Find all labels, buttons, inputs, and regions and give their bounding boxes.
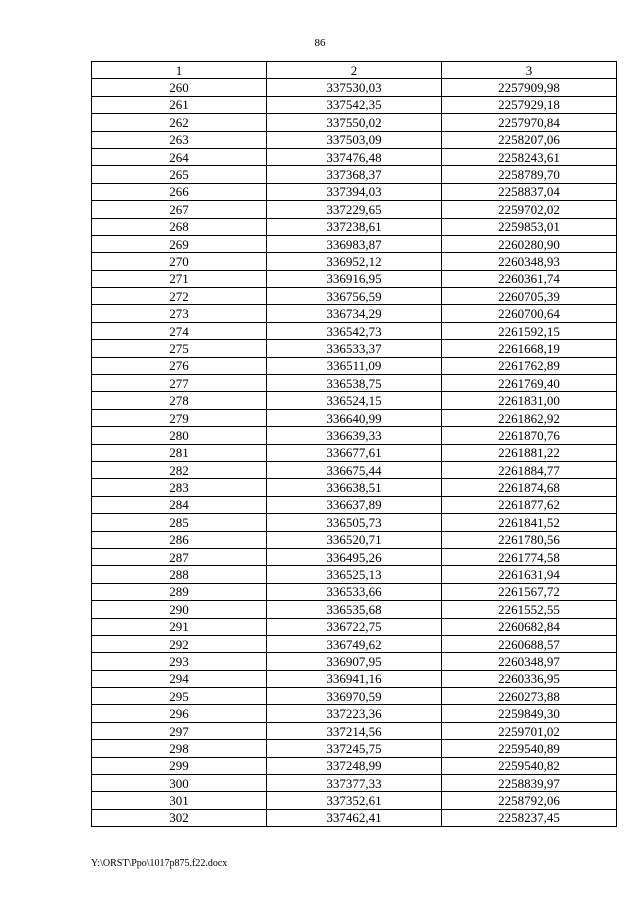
x-coordinate-cell: 336983,87 (267, 235, 442, 252)
y-coordinate-cell: 2260688,57 (442, 635, 617, 652)
footer-file-path: Y:\ORST\Ppo\1017p875.f22.docx (91, 858, 228, 869)
x-coordinate-cell: 337223,36 (267, 705, 442, 722)
x-coordinate-cell: 336520,71 (267, 531, 442, 548)
y-coordinate-cell: 2261762,89 (442, 357, 617, 374)
point-number-cell: 285 (92, 514, 267, 531)
x-coordinate-cell: 336638,51 (267, 479, 442, 496)
point-number-cell: 276 (92, 357, 267, 374)
y-coordinate-cell: 2260348,97 (442, 653, 617, 670)
point-number-cell: 269 (92, 235, 267, 252)
table-row (92, 670, 617, 687)
y-coordinate-cell: 2260280,90 (442, 235, 617, 252)
x-coordinate-cell: 337530,03 (267, 79, 442, 96)
point-number-cell: 267 (92, 201, 267, 218)
point-number-cell: 298 (92, 740, 267, 757)
x-coordinate-cell: 337214,56 (267, 722, 442, 739)
point-number-cell: 290 (92, 601, 267, 618)
table-row (92, 305, 617, 322)
y-coordinate-cell: 2259701,02 (442, 722, 617, 739)
table-row (92, 131, 617, 148)
point-number-cell: 262 (92, 114, 267, 131)
table-row (92, 688, 617, 705)
table-row (92, 166, 617, 183)
table-row (92, 809, 617, 826)
y-coordinate-cell: 2261870,76 (442, 427, 617, 444)
point-number-cell: 273 (92, 305, 267, 322)
table-row (92, 409, 617, 426)
point-number-cell: 277 (92, 375, 267, 392)
y-coordinate-cell: 2261780,56 (442, 531, 617, 548)
x-coordinate-cell: 336525,13 (267, 566, 442, 583)
point-number-cell: 284 (92, 496, 267, 513)
y-coordinate-cell: 2261769,40 (442, 375, 617, 392)
x-coordinate-cell: 336756,59 (267, 288, 442, 305)
point-number-cell: 283 (92, 479, 267, 496)
y-coordinate-cell: 2261552,55 (442, 601, 617, 618)
y-coordinate-cell: 2261774,58 (442, 548, 617, 565)
coordinates-table (91, 61, 617, 827)
table-row (92, 531, 617, 548)
point-number-cell: 294 (92, 670, 267, 687)
table-row (92, 583, 617, 600)
table-row (92, 722, 617, 739)
x-coordinate-cell: 337542,35 (267, 96, 442, 113)
column-header: 1 (92, 62, 267, 79)
table-row (92, 705, 617, 722)
x-coordinate-cell: 336941,16 (267, 670, 442, 687)
table-row (92, 635, 617, 652)
table-row (92, 792, 617, 809)
y-coordinate-cell: 2257970,84 (442, 114, 617, 131)
table-row (92, 461, 617, 478)
point-number-cell: 281 (92, 444, 267, 461)
point-number-cell: 268 (92, 218, 267, 235)
point-number-cell: 295 (92, 688, 267, 705)
table-row (92, 357, 617, 374)
x-coordinate-cell: 336542,73 (267, 322, 442, 339)
table-row (92, 392, 617, 409)
column-header: 2 (267, 62, 442, 79)
point-number-cell: 286 (92, 531, 267, 548)
y-coordinate-cell: 2261668,19 (442, 340, 617, 357)
y-coordinate-cell: 2258837,04 (442, 183, 617, 200)
table-row (92, 253, 617, 270)
point-number-cell: 301 (92, 792, 267, 809)
x-coordinate-cell: 336677,61 (267, 444, 442, 461)
table-row (92, 79, 617, 96)
y-coordinate-cell: 2259540,82 (442, 757, 617, 774)
point-number-cell: 275 (92, 340, 267, 357)
point-number-cell: 264 (92, 148, 267, 165)
x-coordinate-cell: 336970,59 (267, 688, 442, 705)
x-coordinate-cell: 336952,12 (267, 253, 442, 270)
x-coordinate-cell: 336637,89 (267, 496, 442, 513)
y-coordinate-cell: 2261881,22 (442, 444, 617, 461)
point-number-cell: 297 (92, 722, 267, 739)
point-number-cell: 280 (92, 427, 267, 444)
point-number-cell: 300 (92, 775, 267, 792)
y-coordinate-cell: 2260700,64 (442, 305, 617, 322)
x-coordinate-cell: 337503,09 (267, 131, 442, 148)
x-coordinate-cell: 337550,02 (267, 114, 442, 131)
point-number-cell: 293 (92, 653, 267, 670)
y-coordinate-cell: 2260361,74 (442, 270, 617, 287)
table-row (92, 340, 617, 357)
x-coordinate-cell: 336734,29 (267, 305, 442, 322)
y-coordinate-cell: 2261874,68 (442, 479, 617, 496)
x-coordinate-cell: 336533,66 (267, 583, 442, 600)
y-coordinate-cell: 2261631,94 (442, 566, 617, 583)
y-coordinate-cell: 2261841,52 (442, 514, 617, 531)
point-number-cell: 289 (92, 583, 267, 600)
point-number-cell: 274 (92, 322, 267, 339)
table-row (92, 653, 617, 670)
point-number-cell: 270 (92, 253, 267, 270)
y-coordinate-cell: 2261862,92 (442, 409, 617, 426)
y-coordinate-cell: 2261884,77 (442, 461, 617, 478)
y-coordinate-cell: 2258839,97 (442, 775, 617, 792)
y-coordinate-cell: 2261567,72 (442, 583, 617, 600)
table-row (92, 114, 617, 131)
table-row (92, 218, 617, 235)
point-number-cell: 288 (92, 566, 267, 583)
point-number-cell: 287 (92, 548, 267, 565)
y-coordinate-cell: 2260705,39 (442, 288, 617, 305)
x-coordinate-cell: 336722,75 (267, 618, 442, 635)
y-coordinate-cell: 2258792,06 (442, 792, 617, 809)
x-coordinate-cell: 337245,75 (267, 740, 442, 757)
point-number-cell: 263 (92, 131, 267, 148)
point-number-cell: 299 (92, 757, 267, 774)
y-coordinate-cell: 2258237,45 (442, 809, 617, 826)
y-coordinate-cell: 2261877,62 (442, 496, 617, 513)
table-row (92, 235, 617, 252)
table-row (92, 427, 617, 444)
x-coordinate-cell: 337462,41 (267, 809, 442, 826)
table-row (92, 618, 617, 635)
table-row (92, 757, 617, 774)
x-coordinate-cell: 337368,37 (267, 166, 442, 183)
y-coordinate-cell: 2261592,15 (442, 322, 617, 339)
y-coordinate-cell: 2259849,30 (442, 705, 617, 722)
table-row (92, 444, 617, 461)
table-row (92, 375, 617, 392)
y-coordinate-cell: 2257929,18 (442, 96, 617, 113)
table-row (92, 288, 617, 305)
point-number-cell: 302 (92, 809, 267, 826)
x-coordinate-cell: 336640,99 (267, 409, 442, 426)
x-coordinate-cell: 337476,48 (267, 148, 442, 165)
x-coordinate-cell: 337229,65 (267, 201, 442, 218)
x-coordinate-cell: 336511,09 (267, 357, 442, 374)
x-coordinate-cell: 336675,44 (267, 461, 442, 478)
table-row (92, 601, 617, 618)
point-number-cell: 292 (92, 635, 267, 652)
table-row (92, 201, 617, 218)
y-coordinate-cell: 2260348,93 (442, 253, 617, 270)
x-coordinate-cell: 337238,61 (267, 218, 442, 235)
point-number-cell: 278 (92, 392, 267, 409)
table-row (92, 479, 617, 496)
table-row (92, 496, 617, 513)
x-coordinate-cell: 337394,03 (267, 183, 442, 200)
x-coordinate-cell: 336495,26 (267, 548, 442, 565)
y-coordinate-cell: 2260273,88 (442, 688, 617, 705)
x-coordinate-cell: 336533,37 (267, 340, 442, 357)
table-header-row (92, 62, 617, 79)
y-coordinate-cell: 2258789,70 (442, 166, 617, 183)
x-coordinate-cell: 336535,68 (267, 601, 442, 618)
table-row (92, 322, 617, 339)
x-coordinate-cell: 336524,15 (267, 392, 442, 409)
page-number: 86 (314, 37, 326, 49)
point-number-cell: 282 (92, 461, 267, 478)
point-number-cell: 261 (92, 96, 267, 113)
y-coordinate-cell: 2259702,02 (442, 201, 617, 218)
table-row (92, 183, 617, 200)
x-coordinate-cell: 336749,62 (267, 635, 442, 652)
y-coordinate-cell: 2259540,89 (442, 740, 617, 757)
column-header: 3 (442, 62, 617, 79)
point-number-cell: 266 (92, 183, 267, 200)
point-number-cell: 265 (92, 166, 267, 183)
table-row (92, 148, 617, 165)
y-coordinate-cell: 2259853,01 (442, 218, 617, 235)
point-number-cell: 279 (92, 409, 267, 426)
x-coordinate-cell: 337377,33 (267, 775, 442, 792)
x-coordinate-cell: 337248,99 (267, 757, 442, 774)
x-coordinate-cell: 336639,33 (267, 427, 442, 444)
y-coordinate-cell: 2257909,98 (442, 79, 617, 96)
point-number-cell: 271 (92, 270, 267, 287)
table-row (92, 740, 617, 757)
y-coordinate-cell: 2260682,84 (442, 618, 617, 635)
table-row (92, 566, 617, 583)
x-coordinate-cell: 336538,75 (267, 375, 442, 392)
table-row (92, 96, 617, 113)
y-coordinate-cell: 2258207,06 (442, 131, 617, 148)
table-row (92, 775, 617, 792)
x-coordinate-cell: 337352,61 (267, 792, 442, 809)
table-body (92, 79, 617, 827)
y-coordinate-cell: 2260336,95 (442, 670, 617, 687)
point-number-cell: 296 (92, 705, 267, 722)
point-number-cell: 291 (92, 618, 267, 635)
x-coordinate-cell: 336505,73 (267, 514, 442, 531)
table-row (92, 514, 617, 531)
x-coordinate-cell: 336916,95 (267, 270, 442, 287)
table-row (92, 270, 617, 287)
y-coordinate-cell: 2261831,00 (442, 392, 617, 409)
point-number-cell: 272 (92, 288, 267, 305)
y-coordinate-cell: 2258243,61 (442, 148, 617, 165)
table-row (92, 548, 617, 565)
point-number-cell: 260 (92, 79, 267, 96)
x-coordinate-cell: 336907,95 (267, 653, 442, 670)
